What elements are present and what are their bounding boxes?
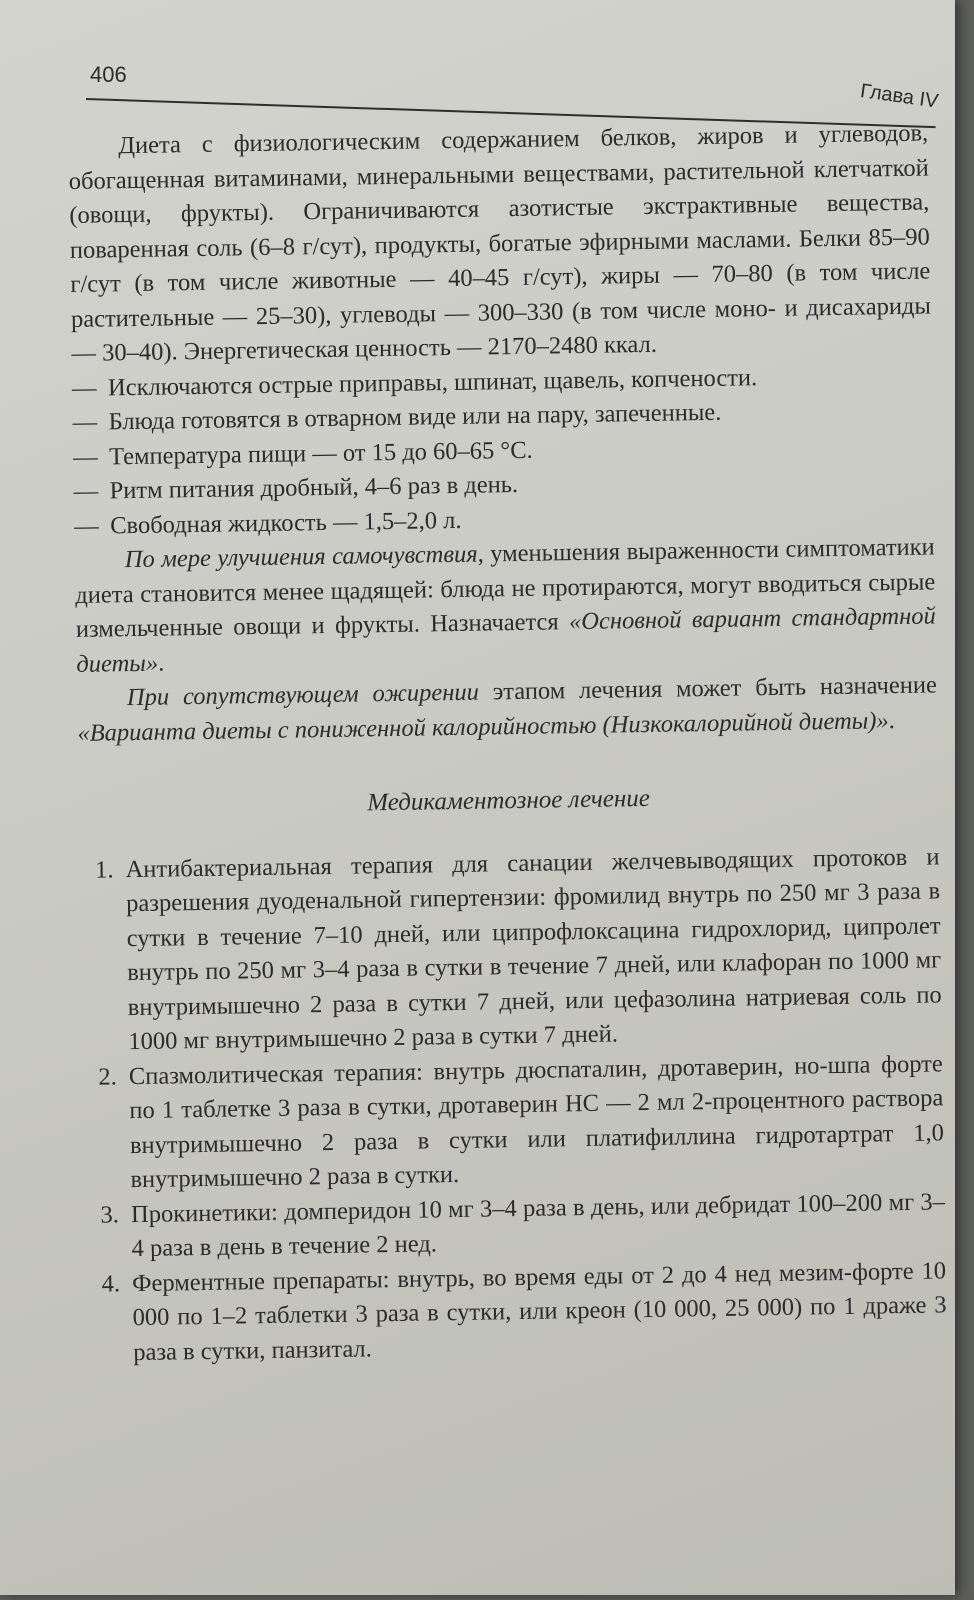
diet-reference: «Варианта диеты с пониженной калорийностью (Низкокалорийной диеты)» (77, 706, 889, 747)
list-item: — Исключаются острые приправы, шпинат, щавель, копчености. (72, 358, 932, 406)
page-number: 406 (90, 62, 127, 87)
improvement-paragraph (75, 530, 937, 681)
list-item: 1. Антибактериальная терапия для санации желчевыводящих протоков и разрешения дуоденальной гипертензии: фромилид внутрь по 250 мг 3 раза в сутки в течение 7–10 дней, или ципрофлоксацина гидрохлорид, ципролет внутрь по 250 мг 3–4 раза в сутки в течение 7 дней, или клафоран по 1000 мг внутримышечно 2 раза в сутки 7 дней, или цефазолина натриевая соль по 1000 мг внутримышечно 2 раза в сутки 7 дней. (119, 840, 942, 1060)
paragraph-lead: По мере улучшения самочувствия (124, 540, 478, 574)
diet-reference: «Основной вариант стандартной диеты» (76, 602, 936, 678)
obesity-paragraph (77, 668, 938, 750)
diet-rules-list (72, 358, 935, 544)
list-item: 3. Прокинетики: домперидон 10 мг 3–4 раза в день, или дебридат 100–200 мг 3–4 раза в день в течение 2 нед. (125, 1185, 946, 1267)
list-item: 4. Ферментные препараты: внутрь, во время еды от 2 до 4 нед мезим-форте 10 000 по 1–2 таблетки 3 раза в сутки, или креон (10 000, 25 000) по 1 драже 3 раза в сутки, панзитал. (126, 1254, 948, 1370)
paragraph-end: . (157, 649, 165, 677)
list-item: — Температура пищи — от 15 до 60–65 °С. (73, 427, 933, 475)
paragraph-end: . (888, 706, 896, 734)
section-heading: Медикаментозное лечение (367, 784, 651, 817)
paragraph-lead: При сопутствующем ожирении (126, 678, 480, 712)
paragraph-text: этапом лечения может быть назначение (478, 671, 938, 706)
page-body (68, 116, 947, 1370)
list-item: — Свободная жидкость — 1,5–2,0 л. (74, 496, 934, 544)
paragraph-text: , уменьшения выраженности симптоматики диета становится менее щадящей: блюда не протираются, могут вводиться сырые измельченные овощи и фрукты. Назначается (75, 533, 936, 643)
diet-paragraph: Диета с физиологическим содержанием белков, жиров и углеводов, обогащенная витаминами, минеральными веществами, растительной клетчаткой (овощи, фрукты). Ограничиваются азотистые экстрактивные вещества, поваренная соль (6–8 г/сут), продукты, богатые эфирными маслами. Белки 85–90 г/сут (в том числе животные — 40–45 г/сут), жиры — 70–80 (в том числе растительные — 25–30), углеводы — 300–330 (в том числе моно- и дисахариды — 30–40). Энергетическая ценность — 2170–2480 ккал. (68, 119, 932, 367)
medication-list (79, 840, 947, 1371)
list-item: — Блюда готовятся в отварном виде или на пару, запеченные. (72, 392, 932, 440)
running-head-chapter: Глава IV (858, 80, 940, 113)
list-item: 2. Спазмолитическая терапия: внутрь дюспаталин, дротаверин, но-шпа форте по 1 таблетке 3 раза в сутки, дротаверин НС — 2 мл 2-процентного раствора внутримышечно 2 раза в сутки или платифиллина гидротартрат 1,0 внутримышечно 2 раза в сутки. (123, 1047, 945, 1198)
list-item: — Ритм питания дробный, 4–6 раз в день. (73, 461, 933, 509)
